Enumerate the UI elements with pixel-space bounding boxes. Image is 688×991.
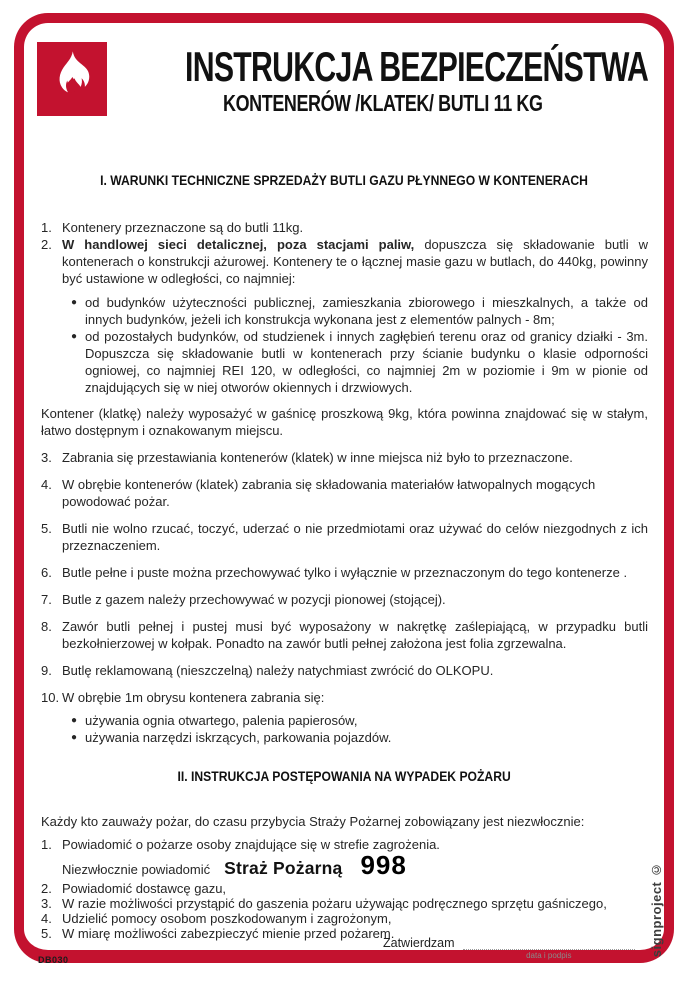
section1-heading: I. WARUNKI TECHNICZNE SPRZEDAŻY BUTLI GAZU PŁYNNEGO W KONTENERACH: [100, 173, 589, 188]
signature-line: [463, 936, 635, 950]
bullet-icon: ●: [71, 331, 78, 342]
emergency-prefix: Niezwłocznie powiadomić: [62, 862, 211, 877]
fire-item-1: 1. Powiadomić o pożarze osoby znajdujące się w strefie zagrożenia.: [41, 837, 440, 852]
list-item-3: 3. Zabrania się przestawiania kontenerów (klatek) w inne miejsca niż było to przeznaczone.: [41, 450, 573, 465]
emergency-number: 998: [360, 850, 407, 880]
list-item-1: 1. Kontenery przeznaczone są do butli 11kg.: [41, 220, 304, 235]
list-item-10: 10. W obrębie 1m obrysu kontenera zabrania się:: [41, 690, 325, 705]
list-item-4: 4. W obrębie kontenerów (klatek) zabrania się składowania materiałów łatwopalnych mogących powodować pożar.: [41, 477, 596, 509]
flame-icon: [44, 47, 100, 112]
list-item-7: 7. Butle z gazem należy przechowywać w pozycji pionowej (stojącej).: [41, 592, 446, 607]
list-item-6: 6. Butle pełne i puste można przechowywać tylko i wyłącznie w przeznaczonym do tego kontenerze .: [41, 565, 628, 580]
document-code: DB030: [38, 955, 69, 965]
bullet-item: ● używania ognia otwartego, palenia papierosów,: [71, 713, 358, 728]
bullet-icon: ●: [71, 297, 78, 308]
signature-hint: data i podpis: [526, 951, 572, 960]
document-body: [41, 172, 648, 941]
fire-item-4: 4. Udzielić pomocy osobom poszkodowanym i zagrożonym,: [41, 911, 392, 926]
list-item-5: 5. Butli nie wolno rzucać, toczyć, uderzać o nie przedmiotami oraz używać do celów niezgodnych z ich przeznaczeniem.: [41, 521, 648, 553]
approve-label: Zatwierdzam: [383, 936, 455, 950]
publisher-credit: signproject ©: [649, 861, 664, 957]
extinguisher-note: Kontener (klatkę) należy wyposażyć w gaśnicę proszkową 9kg, która powinna znajdować się w stałym, łatwo dostępnym i oznakowanym miejscu.: [41, 406, 648, 438]
list-item-9: 9. Butlę reklamowaną (nieszczelną) należy natychmiast zwrócić do OLKOPU.: [41, 663, 494, 678]
page-subtitle: KONTENERÓW /KLATEK/ BUTLI 11 KG: [222, 90, 543, 116]
fire-item-3: 3. W razie możliwości przystąpić do gaszenia pożaru używając podręcznego sprzętu gaśniczego,: [41, 896, 607, 911]
bullet-icon: ●: [71, 715, 78, 726]
bullet-item: ● od pozostałych budynków, od studzienek i innych zagłębień terenu oraz od granicy działki - 3m. Dopuszcza się składowanie butli w kontenerach przy ścianie budynku o klasie odporności ogniowej, co najmniej REI 120, w odległości, co najmniej 2m w poziomie i 9m w pionie od znajdujących się w niej otworów okiennych i drzwiowych.: [71, 329, 648, 395]
bullet-item: ● od budynków użyteczności publicznej, zamieszkania zbiorowego i mieszkalnych, a także od innych budynków, jeżeli ich konstrukcja wykonana jest z elementów palnych - 8m;: [71, 295, 648, 327]
list-item-2-text: dopuszcza się składowanie butli w kontenerach o konstrukcji ażurowej. Kontenery te o łącznej masie gazu w butlach, do 440kg, powinny być ustawione w odległości, co najmniej:: [62, 237, 649, 286]
header-titles: [95, 43, 670, 116]
fire-brigade-label: Straż Pożarną: [224, 858, 343, 878]
fire-item-5: 5. W miarę możliwości zabezpieczyć mienie przed pożarem.: [41, 926, 395, 941]
fire-intro: Każdy kto zauważy pożar, do czasu przybycia Straży Pożarnej zobowiązany jest niezwłocznie:: [41, 814, 585, 829]
page-title: INSTRUKCJA BEZPIECZEŃSTWA: [185, 43, 649, 90]
bullet-item: ● używania narzędzi iskrzących, parkowania pojazdów.: [71, 730, 392, 745]
approval-signature-block: [383, 936, 635, 960]
section2-heading: II. INSTRUKCJA POSTĘPOWANIA NA WYPADEK POŻARU: [177, 769, 512, 784]
emergency-call-line: [41, 850, 648, 880]
list-item-2: 2. W handlowej sieci detalicznej, poza stacjami paliw, dopuszcza się składowanie butli w kontenerach o konstrukcji ażurowej. Kontenery te o łącznej masie gazu w butlach, do 440kg, powinny być ustawione w odległości, co najmniej:: [41, 237, 649, 286]
fire-item-2: 2. Powiadomić dostawcę gazu,: [41, 881, 227, 896]
list-item-8: 8. Zawór butli pełnej i pustej musi być wyposażony w nakrętkę zaślepiającą, w przypadku butli bezkołnierzowej w kołpak. Ponadto na zawór butli pełnej założona jest folia zgrzewalna.: [41, 619, 648, 651]
list-item-2-bold: W handlowej sieci detalicznej, poza stacjami paliw,: [62, 237, 415, 252]
bullet-icon: ●: [71, 732, 78, 743]
